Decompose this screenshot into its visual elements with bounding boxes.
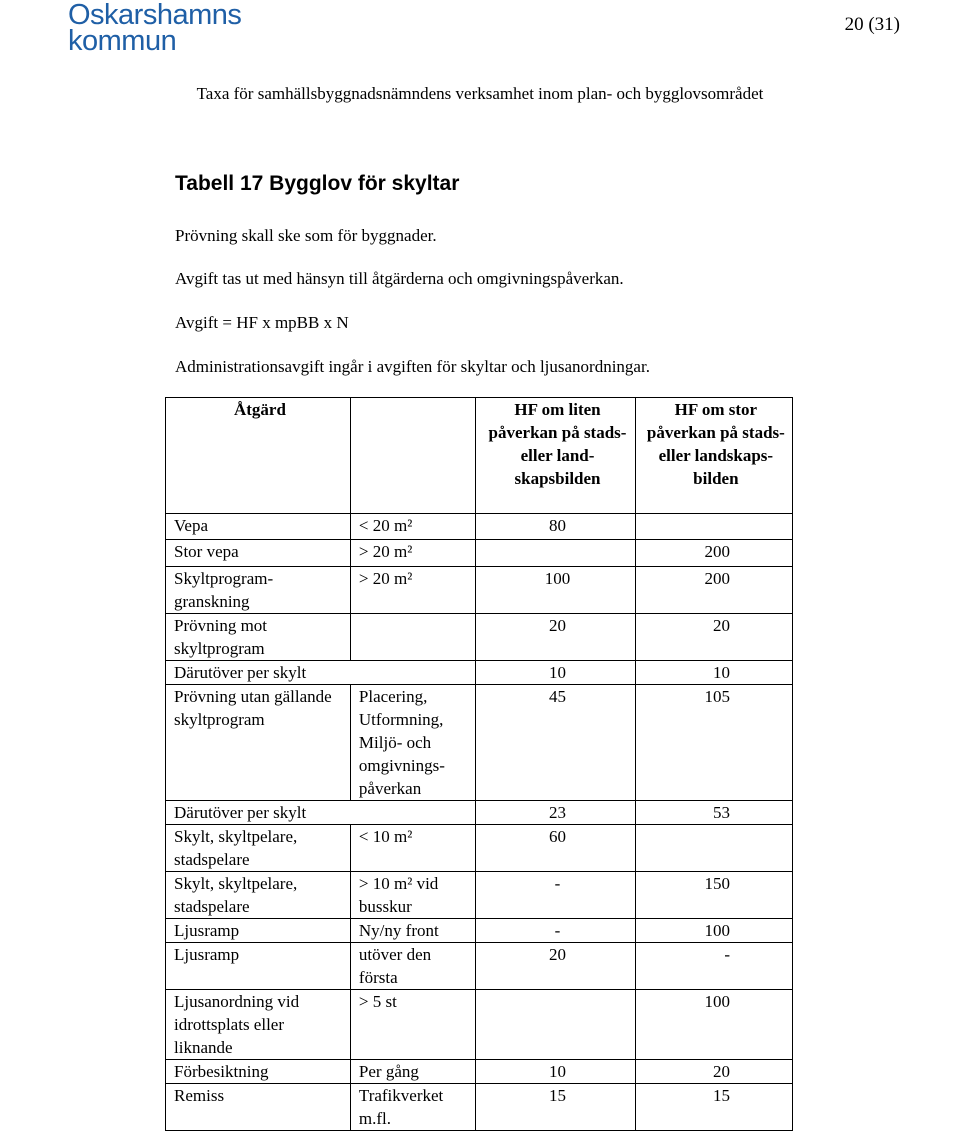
table-cell-c3: 10 — [476, 1060, 635, 1084]
page-number: 20 (31) — [844, 14, 900, 35]
table-cell-c4: 10 — [635, 661, 792, 685]
table-cell-c12: Därutöver per skylt — [166, 661, 476, 685]
table-row — [166, 614, 793, 661]
table-cell-c2: < 10 m² — [350, 825, 475, 872]
header-empty — [350, 398, 475, 514]
table-cell-c1: Vepa — [166, 514, 351, 540]
logo-line-2: kommun — [68, 25, 177, 57]
fee-table — [165, 397, 793, 1131]
table-cell-c3: 20 — [476, 943, 635, 990]
table-cell-c2: > 10 m² vid busskur — [350, 872, 475, 919]
table-cell-c2: Per gång — [350, 1060, 475, 1084]
table-cell-c2: > 20 m² — [350, 567, 475, 614]
table-cell-c4: - — [635, 943, 792, 990]
table-cell-c3: 100 — [476, 567, 635, 614]
table-row — [166, 919, 793, 943]
table-cell-c1: Skyltprogram-granskning — [166, 567, 351, 614]
paragraph: Prövning skall ske som för byggnader. — [175, 226, 437, 245]
table-cell-c12: Därutöver per skylt — [166, 801, 476, 825]
table-cell-c2 — [350, 614, 475, 661]
logo-line-1: Oskarshamns — [68, 0, 242, 31]
table-row — [166, 661, 793, 685]
table-cell-c4: 20 — [635, 614, 792, 661]
table-cell-c2: Placering, Utformning, Miljö- och omgivnings-påverkan — [350, 685, 475, 801]
table-cell-c2: > 20 m² — [350, 540, 475, 567]
table-cell-c1: Förbesiktning — [166, 1060, 351, 1084]
table-cell-c1: Ljusanordning vid idrottsplats eller liknande — [166, 990, 351, 1060]
table-header-row — [166, 398, 793, 514]
table-row — [166, 825, 793, 872]
table-cell-c1: Ljusramp — [166, 943, 351, 990]
table-row — [166, 801, 793, 825]
table-cell-c3 — [476, 990, 635, 1060]
header-atgard: Åtgärd — [166, 398, 351, 514]
table-cell-c3: 45 — [476, 685, 635, 801]
table-row — [166, 943, 793, 990]
table-cell-c3 — [476, 540, 635, 567]
table-cell-c4: 53 — [635, 801, 792, 825]
table-cell-c4: 200 — [635, 567, 792, 614]
table-row — [166, 540, 793, 567]
paragraph: Avgift = HF x mpBB x N — [175, 313, 349, 332]
table-cell-c4: 105 — [635, 685, 792, 801]
table-cell-c3: - — [476, 919, 635, 943]
table-cell-c3: 10 — [476, 661, 635, 685]
table-cell-c1: Prövning mot skyltprogram — [166, 614, 351, 661]
section-title: Tabell 17 Bygglov för skyltar — [175, 172, 460, 195]
table-row — [166, 1060, 793, 1084]
logo — [68, 0, 242, 57]
table-cell-c1: Skylt, skyltpelare, stadspelare — [166, 872, 351, 919]
header-large-impact: HF om stor påverkan på stads- eller landskaps-bilden — [635, 398, 792, 514]
table-row — [166, 872, 793, 919]
table-cell-c4 — [635, 514, 792, 540]
paragraph: Administrationsavgift ingår i avgiften för skyltar och ljusanordningar. — [175, 357, 650, 376]
header-small-impact: HF om liten påverkan på stads- eller land-skapsbilden — [476, 398, 635, 514]
table-cell-c2: < 20 m² — [350, 514, 475, 540]
table-cell-c3: 80 — [476, 514, 635, 540]
table-cell-c1: Stor vepa — [166, 540, 351, 567]
table-cell-c1: Prövning utan gällande skyltprogram — [166, 685, 351, 801]
table-cell-c3: 15 — [476, 1084, 635, 1131]
table-cell-c2: Ny/ny front — [350, 919, 475, 943]
table-cell-c1: Ljusramp — [166, 919, 351, 943]
table-cell-c3: 20 — [476, 614, 635, 661]
table-cell-c3: 23 — [476, 801, 635, 825]
table-cell-c4: 20 — [635, 1060, 792, 1084]
table-cell-c2: > 5 st — [350, 990, 475, 1060]
table-cell-c3: - — [476, 872, 635, 919]
table-row — [166, 990, 793, 1060]
table-row — [166, 567, 793, 614]
paragraph: Avgift tas ut med hänsyn till åtgärderna och omgivningspåverkan. — [175, 269, 624, 288]
table-cell-c1: Remiss — [166, 1084, 351, 1131]
table-cell-c4 — [635, 825, 792, 872]
table-cell-c4: 200 — [635, 540, 792, 567]
table-cell-c2: Trafikverket m.fl. — [350, 1084, 475, 1131]
table-cell-c2: utöver den första — [350, 943, 475, 990]
table-cell-c4: 100 — [635, 990, 792, 1060]
table-row — [166, 514, 793, 540]
table-cell-c1: Skylt, skyltpelare, stadspelare — [166, 825, 351, 872]
table-cell-c4: 150 — [635, 872, 792, 919]
table-cell-c4: 100 — [635, 919, 792, 943]
table-row — [166, 1084, 793, 1131]
table-cell-c4: 15 — [635, 1084, 792, 1131]
document-subtitle: Taxa för samhällsbyggnadsnämndens verksamhet inom plan- och bygglovsområdet — [196, 84, 764, 103]
table-row — [166, 685, 793, 801]
table-cell-c3: 60 — [476, 825, 635, 872]
